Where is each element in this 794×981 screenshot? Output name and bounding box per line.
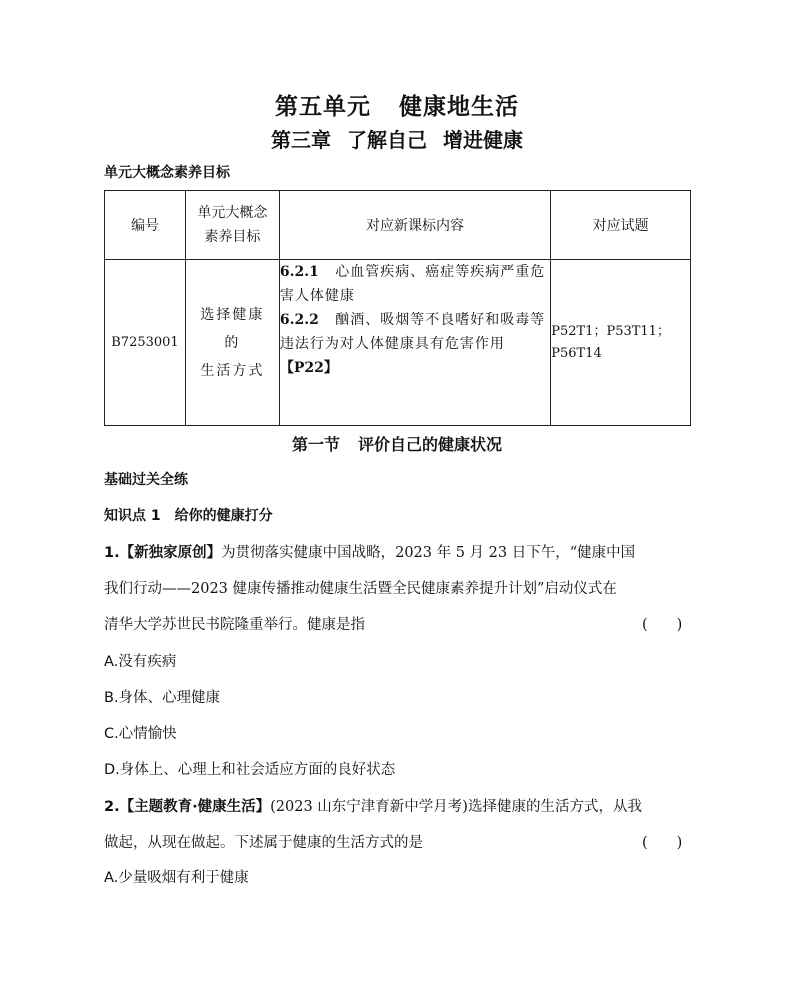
unit-title: 第五单元 健康地生活 xyxy=(275,94,519,120)
header-goal: 单元大概念 素养目标 xyxy=(185,191,279,260)
option-d: D.身体上、心理上和社会适应方面的良好状态 xyxy=(104,762,396,778)
section-title: 第一节 评价自己的健康状况 xyxy=(291,435,503,454)
answer-blank: ( ) xyxy=(642,617,683,633)
header-number: 编号 xyxy=(105,191,186,260)
option-b: B.身体、心理健康 xyxy=(104,690,221,706)
table-row xyxy=(105,260,691,426)
header-standard: 对应新课标内容 xyxy=(279,191,550,260)
document-page: 第五单元 健康地生活 第三章 了解自己 增进健康 单元大概念素养目标 编号 单元大概念 素养目标 对应新课标内容 对应试题 B7253001 选择健康的 生活方式 6.2.1 心血管疾病、癌症等疾病严重危害人体健康 6.2.2 酗酒、吸烟等不良嗜好和吸毒等违法行为对人体健康具有危害作用 【P22】 P52T1；P53T11； P56T14 第一节 评价自己的健康状况 基础过关全练 知识点 1 给你的健康打分 1.【新独家原创】为贯彻落实健康中国战略，2023 年 5 月 23 日下午，“健康中国 我们行动——2023 健康传播推动健康生活暨全民健康素养提升计划”启动仪式在 清华大学苏世民书院隆重举行。健康是指 ( ) A.没有疾病 B.身体、心理健康 C.心情愉快 D.身体上、心理上和社会适应方面的良好状态 2.【主题教育·健康生活】(2023 山东宁津育新中学月考)选择健康的生活方式，从我 做起，从现在做起。下述属于健康的生活方式的是 ( ) A.少量吸烟有利于健康 xyxy=(0,0,794,981)
chapter-title: 第三章 了解自己 增进健康 xyxy=(271,128,523,152)
knowledge-point-heading: 知识点 1 给你的健康打分 xyxy=(104,508,273,524)
answer-blank: ( ) xyxy=(642,835,683,851)
option-a: A.少量吸烟有利于健康 xyxy=(104,870,249,886)
question-tag: 【主题教育·健康生活】 xyxy=(119,799,271,815)
unit-goals-heading: 单元大概念素养目标 xyxy=(104,165,230,181)
option-a: A.没有疾病 xyxy=(104,654,177,670)
header-questions: 对应试题 xyxy=(551,191,691,260)
option-c: C.心情愉快 xyxy=(104,726,177,742)
question-tag: 【新独家原创】 xyxy=(119,545,222,561)
table-header-row xyxy=(105,191,691,260)
practice-heading: 基础过关全练 xyxy=(104,472,188,488)
row-number: B7253001 xyxy=(105,260,186,426)
goals-table xyxy=(104,190,691,426)
row-standard: 6.2.1 心血管疾病、癌症等疾病严重危害人体健康 6.2.2 酗酒、吸烟等不良嗜好和吸毒等违法行为对人体健康具有危害作用 【P22】 xyxy=(279,260,550,426)
row-goal: 选择健康的 生活方式 xyxy=(185,260,279,426)
row-questions: P52T1；P53T11； P56T14 xyxy=(551,260,691,426)
